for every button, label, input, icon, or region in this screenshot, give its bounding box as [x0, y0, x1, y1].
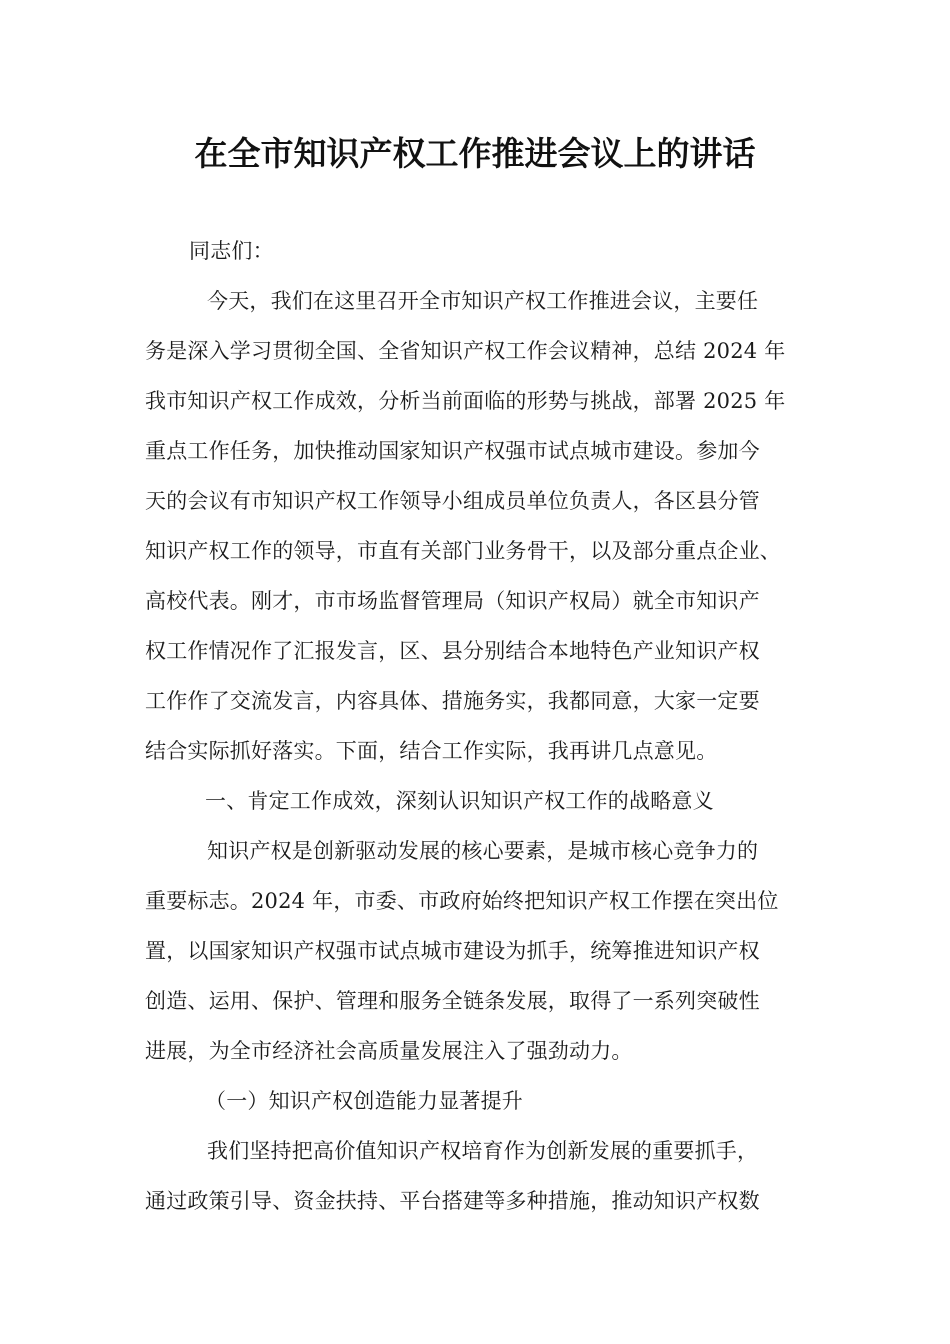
paragraph-3-line-1: 我们坚持把高价值知识产权培育作为创新发展的重要抓手， — [207, 1139, 759, 1163]
greeting: 同志们： — [189, 239, 274, 263]
paragraph-1-line-10: 结合实际抓好落实。下面，结合工作实际，我再讲几点意见。 — [145, 739, 718, 763]
paragraph-2-line-5: 进展，为全市经济社会高质量发展注入了强劲动力。 — [145, 1039, 633, 1063]
paragraph-2-line-2: 重要标志。2024 年，市委、市政府始终把知识产权工作摆在突出位 — [145, 889, 779, 913]
document-body — [145, 226, 813, 1226]
paragraph-1-line-7: 高校代表。刚才，市市场监督管理局（知识产权局）就全市知识产 — [145, 589, 760, 613]
paragraph-1-line-4: 重点工作任务，加快推动国家知识产权强市试点城市建设。参加今 — [145, 439, 760, 463]
paragraph-3-line-2: 通过政策引导、资金扶持、平台搭建等多种措施，推动知识产权数 — [145, 1189, 760, 1213]
paragraph-2-line-4: 创造、运用、保护、管理和服务全链条发展，取得了一系列突破性 — [145, 989, 760, 1013]
paragraph-2-line-3: 置，以国家知识产权强市试点城市建设为抓手，统筹推进知识产权 — [145, 939, 760, 963]
paragraph-1-line-8: 权工作情况作了汇报发言，区、县分别结合本地特色产业知识产权 — [145, 639, 760, 663]
paragraph-1-line-9: 工作作了交流发言，内容具体、措施务实，我都同意，大家一定要 — [145, 689, 760, 713]
section-heading-1: 一、肯定工作成效，深刻认识知识产权工作的战略意义 — [205, 789, 714, 813]
paragraph-1-line-2: 务是深入学习贯彻全国、全省知识产权工作会议精神，总结 2024 年 — [145, 339, 786, 363]
paragraph-1-line-3: 我市知识产权工作成效，分析当前面临的形势与挑战，部署 2025 年 — [145, 389, 786, 413]
paragraph-2-line-1: 知识产权是创新驱动发展的核心要素，是城市核心竞争力的 — [207, 839, 759, 863]
subsection-heading-1: （一）知识产权创造能力显著提升 — [205, 1089, 523, 1113]
paragraph-1-line-5: 天的会议有市知识产权工作领导小组成员单位负责人，各区县分管 — [145, 489, 760, 513]
paragraph-1-line-6: 知识产权工作的领导，市直有关部门业务骨干，以及部分重点企业、 — [145, 539, 781, 563]
paragraph-1-line-1: 今天，我们在这里召开全市知识产权工作推进会议，主要任 — [207, 289, 759, 313]
document-title: 在全市知识产权工作推进会议上的讲话 — [194, 134, 756, 173]
